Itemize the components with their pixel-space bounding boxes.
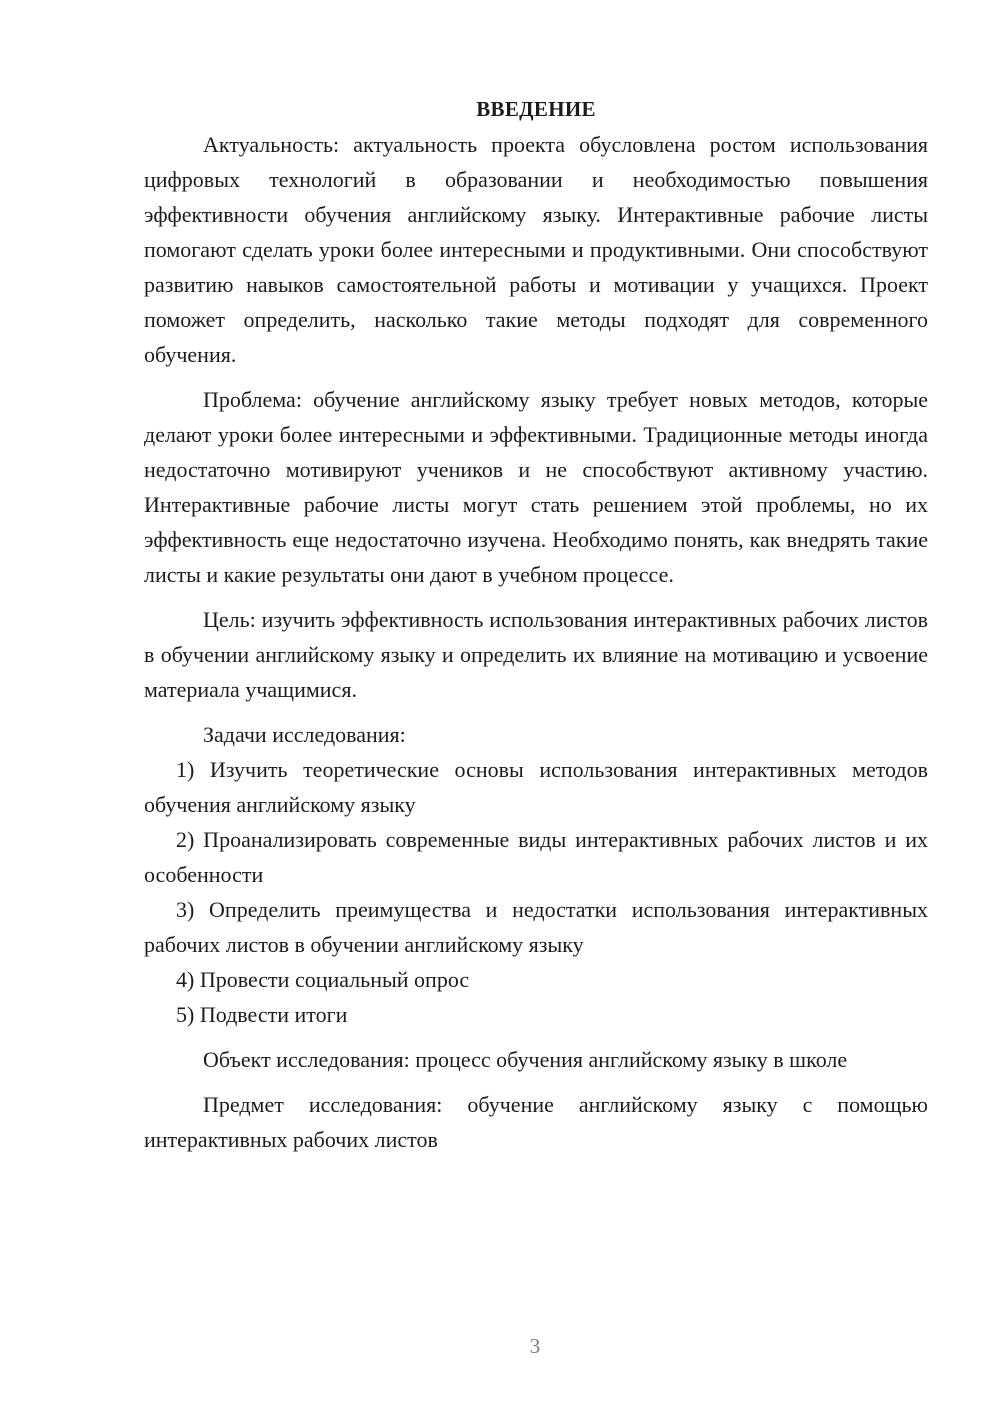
problem-paragraph: Проблема: обучение английскому языку требует новых методов, которые делают уроки более интересными и эффективными. Традиционные методы иногда недостаточно мотивируют учеников и не способствуют активному участию. Интерактивные рабочие листы могут стать решением этой проблемы, но их эффективность еще недостаточно изучена. Необходимо понять, как внедрять такие листы и какие результаты они дают в учебном процессе.	[144, 387, 928, 587]
object-paragraph: Объект исследования: процесс обучения английскому языку в школе	[203, 1047, 848, 1072]
page-number: 3	[529, 1334, 541, 1358]
task-item-2: 2) Проанализировать современные виды интерактивных рабочих листов и их особенности	[144, 827, 928, 887]
task-item-4: 4) Провести социальный опрос	[176, 967, 470, 992]
tasks-heading: Задачи исследования:	[203, 722, 406, 747]
section-title: ВВЕДЕНИЕ	[476, 97, 596, 121]
task-item-3: 3) Определить преимущества и недостатки использования интерактивных рабочих листов в обучении английскому языку	[144, 897, 928, 957]
document-page	[144, 92, 928, 1157]
subject-paragraph: Предмет исследования: обучение английскому языку с помощью интерактивных рабочих листов	[144, 1092, 928, 1152]
task-item-5: 5) Подвести итоги	[176, 1002, 348, 1027]
task-item-1: 1) Изучить теоретические основы использования интерактивных методов обучения английскому языку	[144, 757, 928, 817]
goal-paragraph: Цель: изучить эффективность использования интерактивных рабочих листов в обучении английскому языку и определить их влияние на мотивацию и усвоение материала учащимися.	[144, 607, 928, 702]
relevance-paragraph: Актуальность: актуальность проекта обусловлена ростом использования цифровых технологий в образовании и необходимостью повышения эффективности обучения английскому языку. Интерактивные рабочие листы помогают сделать уроки более интересными и продуктивными. Они способствуют развитию навыков самостоятельной работы и мотивации у учащихся. Проект поможет определить, насколько такие методы подходят для современного обучения.	[144, 132, 928, 367]
